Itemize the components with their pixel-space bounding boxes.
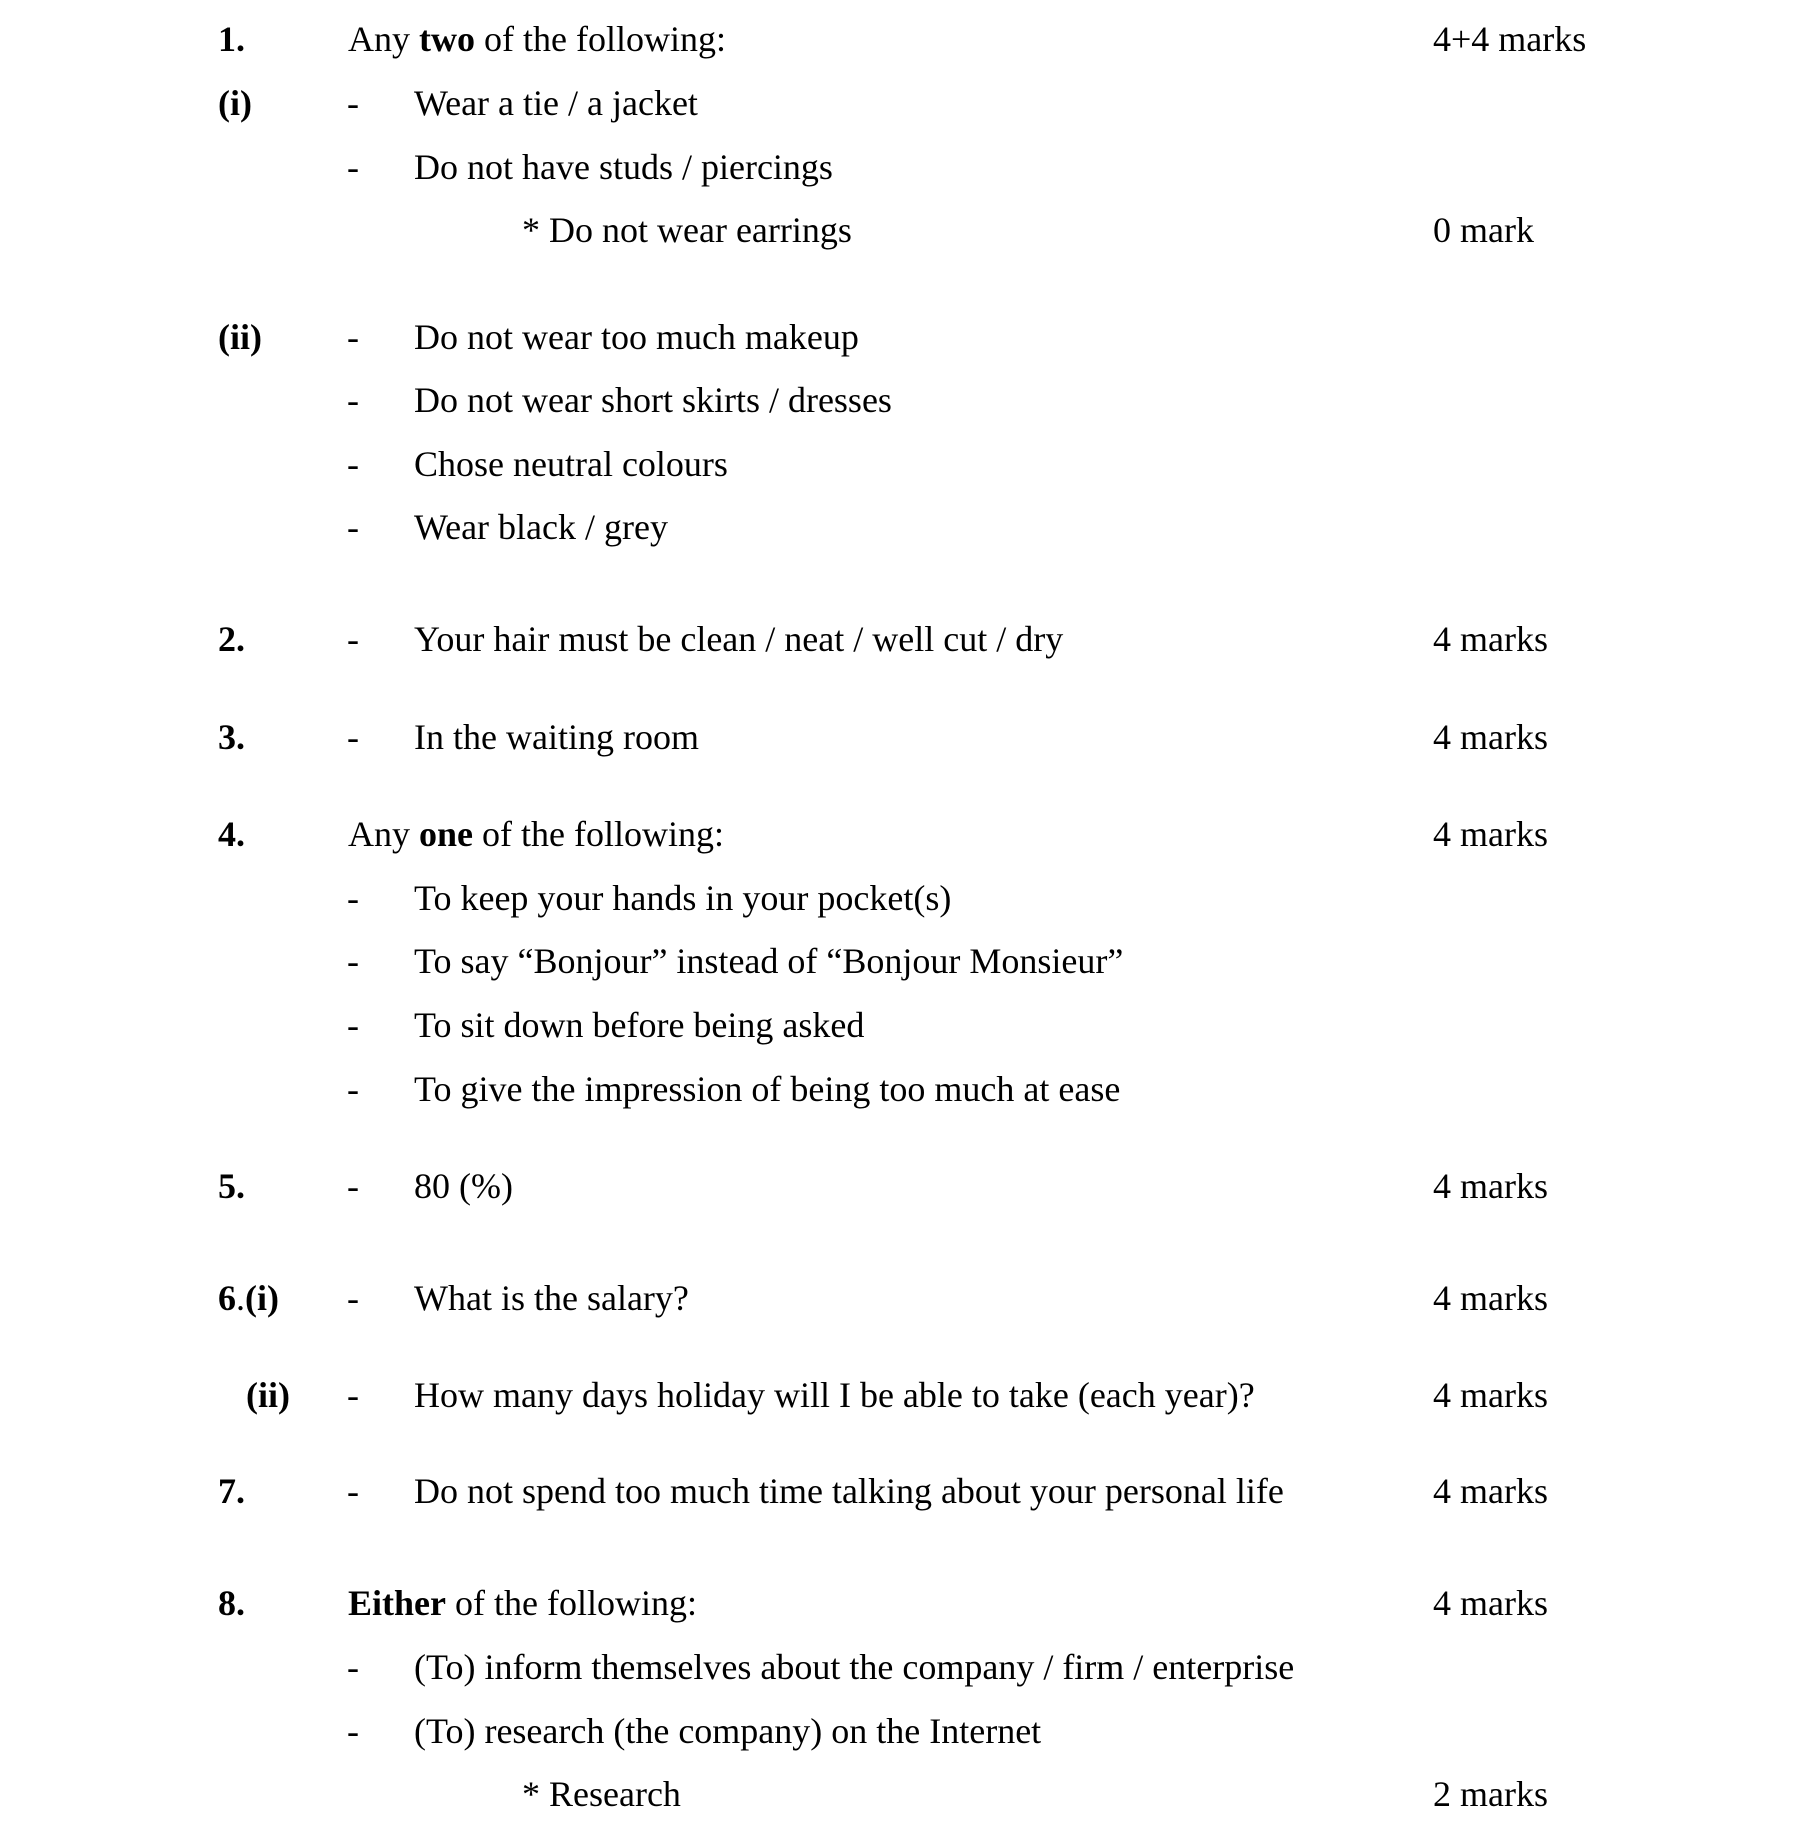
answer-text: To keep your hands in your pocket(s) — [414, 878, 952, 918]
list-item — [0, 1062, 1818, 1116]
bullet-dash: - — [347, 147, 359, 187]
answer-text: How many days holiday will I be able to take (each year)? — [414, 1375, 1255, 1415]
question-6-sub-ii-row — [0, 1368, 1818, 1422]
marks-value: 4 marks — [1433, 1166, 1548, 1206]
bullet-dash: - — [347, 1471, 359, 1511]
marks-value: 0 mark — [1433, 210, 1534, 250]
question-2-row — [0, 612, 1818, 666]
bullet-dash: - — [347, 1166, 359, 1206]
question-4-row — [0, 807, 1818, 861]
answer-text: Wear a tie / a jacket — [414, 83, 698, 123]
list-item — [0, 934, 1818, 988]
answer-text: 80 (%) — [414, 1166, 513, 1206]
question-1-row — [0, 12, 1818, 66]
answer-text: In the waiting room — [414, 717, 699, 757]
marks-value: 4 marks — [1433, 1471, 1548, 1511]
answer-text: Wear black / grey — [414, 507, 668, 547]
question-number: 6.(i) — [218, 1278, 279, 1318]
answer-text: To give the impression of being too much at ease — [414, 1069, 1121, 1109]
question-heading: Either of the following: — [348, 1583, 697, 1623]
list-item — [0, 310, 1818, 364]
bullet-dash: - — [347, 619, 359, 659]
bullet-dash: - — [347, 1005, 359, 1045]
question-7-row — [0, 1464, 1818, 1518]
answer-text: Do not wear short skirts / dresses — [414, 380, 892, 420]
answer-text: To say “Bonjour” instead of “Bonjour Monsieur” — [414, 941, 1124, 981]
marks-value: 4 marks — [1433, 619, 1548, 659]
marks-value: 4 marks — [1433, 717, 1548, 757]
question-number: 2. — [218, 619, 245, 659]
bullet-dash: - — [347, 941, 359, 981]
bullet-dash: - — [347, 317, 359, 357]
question-number: 1. — [218, 19, 245, 59]
list-item — [0, 500, 1818, 554]
bullet-dash: - — [347, 1647, 359, 1687]
list-item — [0, 437, 1818, 491]
marks-value: 4 marks — [1433, 1375, 1548, 1415]
marking-note: * Research — [522, 1774, 681, 1814]
marks-value: 4+4 marks — [1433, 19, 1587, 59]
bullet-dash: - — [347, 83, 359, 123]
answer-text: Your hair must be clean / neat / well cut / dry — [414, 619, 1064, 659]
answer-text: Do not spend too much time talking about your personal life — [414, 1471, 1284, 1511]
sub-question-label: (ii) — [246, 1375, 290, 1415]
question-number: 7. — [218, 1471, 245, 1511]
answer-text: Chose neutral colours — [414, 444, 728, 484]
bullet-dash: - — [347, 1711, 359, 1751]
marking-note-row — [0, 1767, 1818, 1821]
bullet-dash: - — [347, 380, 359, 420]
bullet-dash: - — [347, 1375, 359, 1415]
list-item — [0, 998, 1818, 1052]
question-3-row — [0, 710, 1818, 764]
answer-text: What is the salary? — [414, 1278, 689, 1318]
answer-text: To sit down before being asked — [414, 1005, 865, 1045]
bullet-dash: - — [347, 1069, 359, 1109]
list-item — [0, 871, 1818, 925]
list-item — [0, 76, 1818, 130]
question-5-row — [0, 1159, 1818, 1213]
question-number: 3. — [218, 717, 245, 757]
list-item — [0, 1704, 1818, 1758]
list-item — [0, 373, 1818, 427]
question-number: 4. — [218, 814, 245, 854]
answer-text: Do not wear too much makeup — [414, 317, 859, 357]
marking-note-row — [0, 203, 1818, 257]
sub-question-label: (i) — [218, 83, 252, 123]
list-item — [0, 1640, 1818, 1694]
bullet-dash: - — [347, 444, 359, 484]
question-number: 8. — [218, 1583, 245, 1623]
bullet-dash: - — [347, 507, 359, 547]
marks-value: 4 marks — [1433, 1278, 1548, 1318]
sub-question-label: (ii) — [218, 317, 262, 357]
answer-text: (To) inform themselves about the company / firm / enterprise — [414, 1647, 1295, 1687]
answer-text: (To) research (the company) on the Internet — [414, 1711, 1042, 1751]
marks-value: 4 marks — [1433, 814, 1548, 854]
marking-note: * Do not wear earrings — [522, 210, 852, 250]
question-number: 5. — [218, 1166, 245, 1206]
bullet-dash: - — [347, 1278, 359, 1318]
marks-value: 2 marks — [1433, 1774, 1548, 1814]
bullet-dash: - — [347, 878, 359, 918]
list-item — [0, 140, 1818, 194]
question-8-row — [0, 1576, 1818, 1630]
question-heading: Any two of the following: — [348, 19, 726, 59]
answer-text: Do not have studs / piercings — [414, 147, 833, 187]
question-6-row — [0, 1271, 1818, 1325]
bullet-dash: - — [347, 717, 359, 757]
marks-value: 4 marks — [1433, 1583, 1548, 1623]
question-heading: Any one of the following: — [348, 814, 724, 854]
